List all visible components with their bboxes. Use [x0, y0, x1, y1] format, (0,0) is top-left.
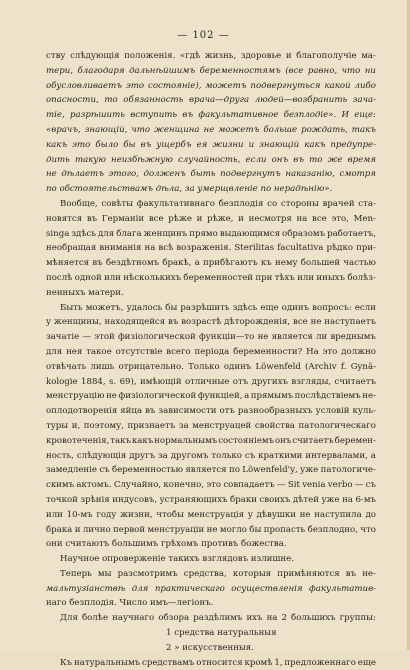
text-line: зачатіе — этой физіологической функціи—то не является ли вреднымъ: [46, 332, 376, 343]
text-line: скимъ актомъ. Случайно, конечно, это совпадаетъ — Sit venia verbo — съ: [46, 480, 376, 491]
text-line: опасности, то обязанность врача—друга людей—возбранить зача-: [46, 95, 376, 106]
text-line: послѣ одной или нѣсколькихъ беременностей при тѣхъ или иныхъ болѣз-: [46, 272, 376, 283]
text-line: 1 средства натуральныя: [166, 628, 277, 639]
text-line: тіе, разрѣшить вступить въ факультативное безплодіе». И еще:: [46, 110, 376, 121]
text-line: у женщины, находящейся въ возрастѣ дѣторожденія, все не наступаетъ: [46, 317, 376, 328]
text-line: Къ натуральнымъ средствамъ относится кромѣ 1, предложеннаго еще: [60, 657, 376, 668]
text-line: оплодотворенія яйца въ зависимости отъ разнообразныхъ условій куль-: [46, 406, 376, 417]
text-line: обусловливаетъ это состояніе), можетъ подвергнуться какой либо: [46, 80, 376, 91]
text-line: тери, благодаря дальнѣйшимъ беременностямъ (все равно, что ни: [46, 65, 376, 76]
text-line: наго безплодія. Число имъ—легіонъ.: [46, 598, 214, 609]
text-line: брака и лично первой менструаціи не могло бы пропасть безплодно, что: [46, 524, 376, 535]
text-line: туры и, поэтому, признаетъ за менструацей свойства патологическаго: [46, 420, 376, 431]
body-text: [46, 49, 376, 670]
text-line: 2 » искусственныя.: [166, 642, 254, 653]
text-line: Научное опроверженіе такихъ взглядовъ излишне.: [60, 554, 294, 565]
text-line: мѣняется въ бездѣтномъ бракѣ, а прибѣгаютъ къ нему большей частью: [46, 258, 376, 269]
text-line: отвѣчать лишь отрицательно. Только одинъ Löwenfeld (Archiv f. Gynä-: [46, 361, 376, 372]
text-line: Быть можетъ, удалось бы разрѣшить здѣсь еще одинъ вопросъ: если: [60, 302, 376, 313]
text-line: ненныхъ матери.: [46, 287, 124, 298]
text-line: singa здѣсь для блага женщинъ прямо выдающимся образомъ работаетъ,: [46, 228, 376, 239]
text-line: Для болѣе научнаго обзора раздѣлимъ ихъ на 2 большихъ группы:: [60, 613, 376, 624]
text-line: они считаютъ большимъ грѣхомъ противъ божества.: [46, 539, 287, 550]
text-line: ству слѣдующія положенія. «гдѣ жизнь, здоровье и благополучіе ма-: [46, 51, 376, 61]
text-line: менструацію не физіологической функціей, а прямымъ послѣдствіемъ не-: [46, 391, 376, 402]
text-line: по обстоятельствамъ дѣла, за умерщвленіе по нерадѣнію».: [46, 184, 333, 195]
text-line: не дѣлаетъ этого, долженъ быть подвергнутъ наказанію, смотря: [46, 169, 376, 180]
text-line: дить такую неизбѣжную случайность, если онъ въ то же время: [46, 154, 376, 165]
text-line: необращая вниманія на всѣ возраженія. Sterilitas facultativa рѣдко при-: [46, 243, 376, 254]
text-line: или 10-мъ году жизни, чтобы менструація у дѣвушки не наступила до: [46, 509, 376, 520]
text-line: кровотеченія, такъ какъ нормальнымъ состояніемъ онъ считаетъ беремен-: [46, 435, 376, 446]
text-line: какъ это было бы въ ущербъ ея жизни и знающій какъ предупре-: [46, 139, 376, 150]
text-line: новятся въ Германіи все рѣже и рѣже, и несмотря на все это, Men-: [46, 213, 376, 224]
text-line: мальтузіанствѣ для практическаго осуществленія факультатив-: [46, 583, 376, 594]
text-line: замедленіе съ беременностью является по Löwenfeld'у, уже патологиче-: [46, 465, 376, 476]
page-number: — 102 —: [177, 30, 230, 41]
text-line: Вообще, совѣты факультативнаго безплодія со стороны врачей ста-: [60, 198, 376, 209]
text-line: Теперь мы разсмотримъ средства, которыя примѣняются въ не-: [60, 568, 376, 579]
text-line: ность, слѣдующія другъ за другомъ только съ краткими интервалами, а: [46, 450, 376, 461]
text-line: kologie 1884, s. 69), имѣющій отличные отъ другихъ взгляды, считаетъ: [46, 376, 376, 387]
text-line: для нея такое отсутствіе всего періода беременности? На это должно: [46, 346, 376, 357]
text-line: «врачъ, знающій, что женщина не можетъ больше рождать, такъ: [46, 124, 376, 135]
text-line: точкой зрѣнія индусовъ, устраняющихъ браки своихъ дѣтей уже на 6-мъ: [46, 494, 376, 505]
